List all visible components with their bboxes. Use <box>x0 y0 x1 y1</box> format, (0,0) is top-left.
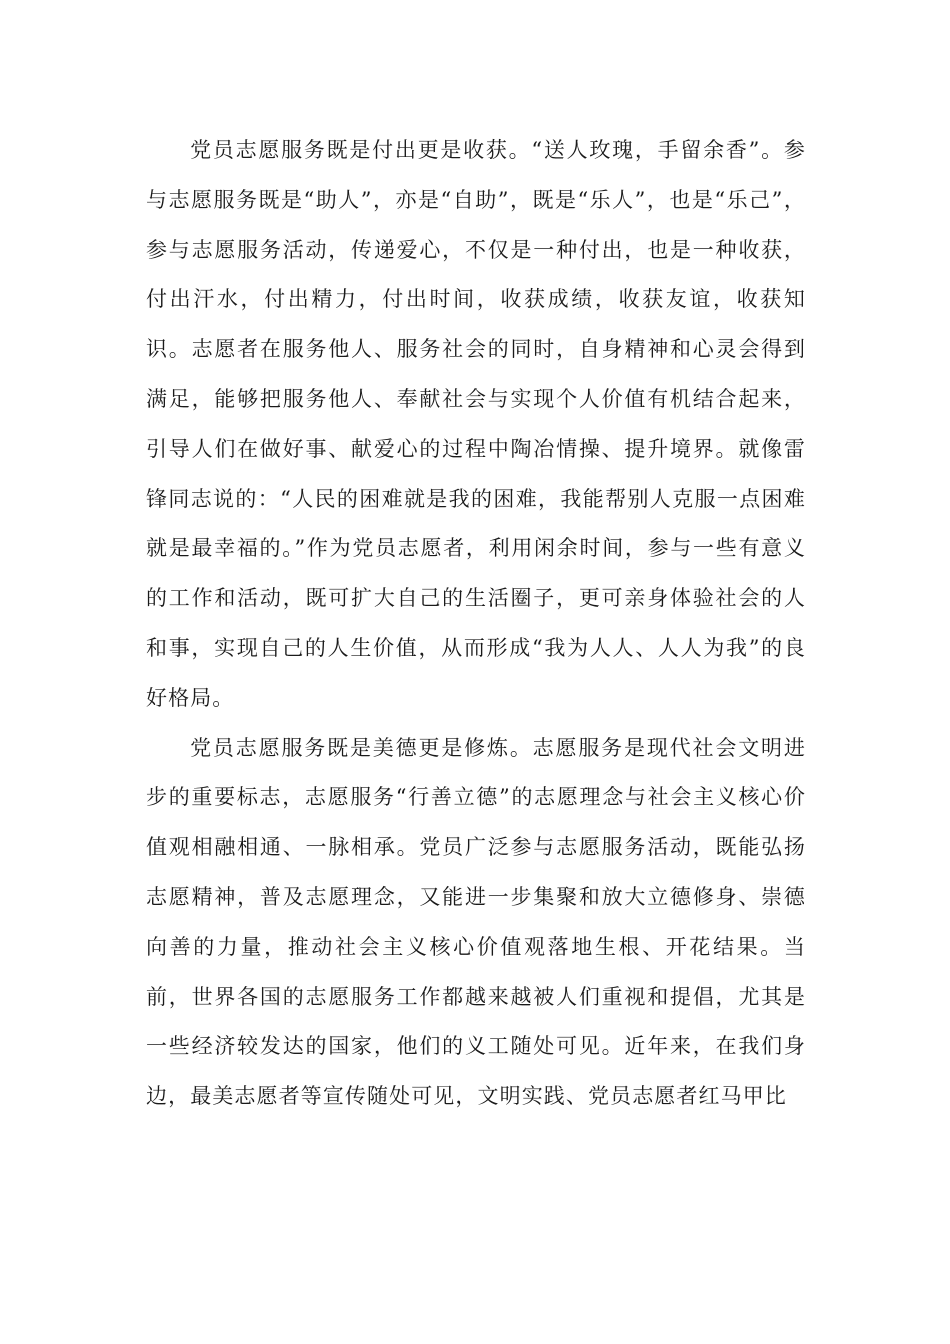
document-body <box>146 126 806 1122</box>
paragraph-volunteer-reward: 党员志愿服务既是付出更是收获。“送人玫瑰，手留余香”。参与志愿服务既是“助人”，亦是“自助”，既是“乐人”，也是“乐己”，参与志愿服务活动，传递爱心，不仅是一种付出，也是一种收获，付出汗水，付出精力，付出时间，收获成绩，收获友谊，收获知识。志愿者在服务他人、服务社会的同时，自身精神和心灵会得到满足，能够把服务他人、奉献社会与实现个人价值有机结合起来，引导人们在做好事、献爱心的过程中陶冶情操、提升境界。就像雷锋同志说的：“人民的困难就是我的困难，我能帮别人克服一点困难就是最幸福的。”作为党员志愿者，利用闲余时间，参与一些有意义的工作和活动，既可扩大自己的生活圈子，更可亲身体验社会的人和事，实现自己的人生价值，从而形成“我为人人、人人为我”的良好格局。 <box>146 138 806 710</box>
paragraph-volunteer-virtue: 党员志愿服务既是美德更是修炼。志愿服务是现代社会文明进步的重要标志，志愿服务“行善立德”的志愿理念与社会主义核心价值观相融相通、一脉相承。党员广泛参与志愿服务活动，既能弘扬志愿精神，普及志愿理念，又能进一步集聚和放大立德修身、崇德向善的力量，推动社会主义核心价值观落地生根、开花结果。当前，世界各国的志愿服务工作都越来越被人们重视和提倡，尤其是一些经济较发达的国家，他们的义工随处可见。近年来，在我们身边，最美志愿者等宣传随处可见，文明实践、党员志愿者红马甲比 <box>146 735 806 1109</box>
